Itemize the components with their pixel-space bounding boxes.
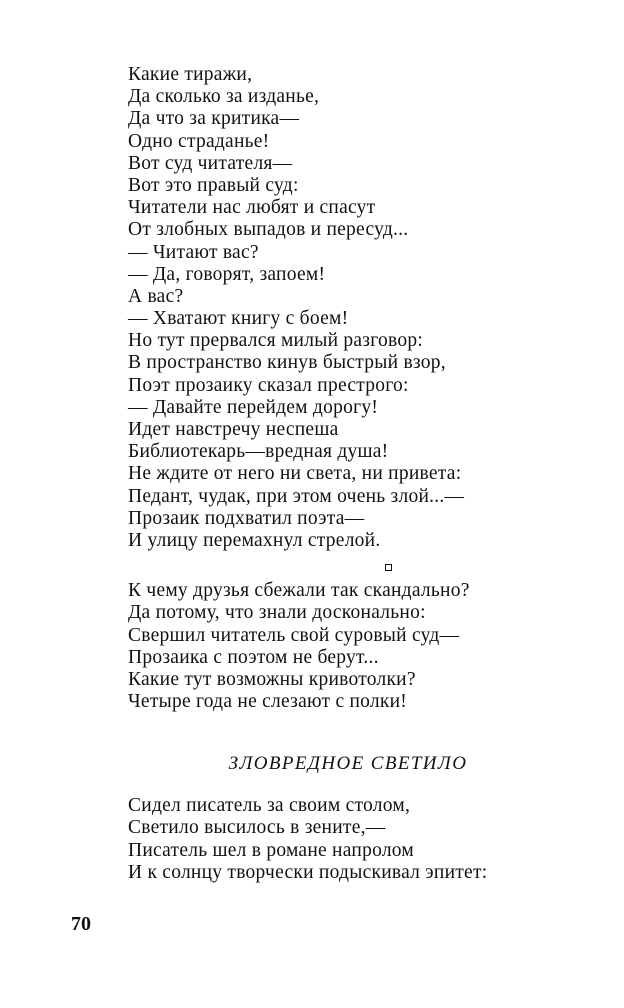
page-number: 70 bbox=[71, 913, 91, 935]
poem-line: — Да, говорят, запоем! bbox=[128, 263, 326, 285]
poem-line: Библиотекарь—вредная душа! bbox=[128, 441, 389, 463]
poem-line: Но тут прервался милый разговор: bbox=[128, 330, 423, 352]
stanza-separator bbox=[128, 552, 598, 580]
poem-line: Да сколько за изданье, bbox=[128, 86, 320, 108]
poem-line: Какие тут возможны кривотолки? bbox=[128, 668, 416, 690]
page-text bbox=[128, 64, 598, 884]
poem-line: Четыре года не слезают с полки! bbox=[128, 691, 408, 713]
poem-line: Поэт прозаику сказал престрого: bbox=[128, 374, 409, 396]
poem-line: И улицу перемахнул стрелой. bbox=[128, 529, 381, 551]
poem-line: Прозаика с поэтом не берут... bbox=[128, 646, 379, 668]
poem-line: Светило высилось в зените,— bbox=[128, 817, 386, 839]
poem-line: Педант, чудак, при этом очень злой...— bbox=[128, 485, 465, 507]
poem-line: Какие тиражи, bbox=[128, 64, 253, 85]
poem-line: Вот это правый суд: bbox=[128, 174, 299, 196]
poem-line: И к солнцу творчески подыскивал эпитет: bbox=[128, 861, 488, 883]
poem-line: Свершил читатель свой суровый суд— bbox=[128, 624, 460, 646]
poem-line: А вас? bbox=[128, 285, 184, 307]
poem-line: Да потому, что знали досконально: bbox=[128, 602, 426, 624]
poem-line: Прозаик подхватил поэта— bbox=[128, 507, 365, 529]
poem-line: Идет навстречу неспеша bbox=[128, 419, 339, 440]
poem-line: Одно страданье! bbox=[128, 130, 270, 152]
poem-line: Писатель шел в романе напролом bbox=[128, 839, 415, 861]
poem-line: — Давайте перейдем дорогу! bbox=[128, 396, 379, 418]
poem-line: — Хватают книгу с боем! bbox=[128, 308, 349, 330]
poem-line: Читатели нас любят и спасут bbox=[128, 197, 376, 219]
poem-title: ЗЛОВРЕДНОЕ СВЕТИЛО bbox=[228, 753, 468, 775]
poem-line: Вот суд читателя— bbox=[128, 152, 293, 174]
poem-line: Да что за критика— bbox=[128, 108, 300, 130]
poem-line: От злобных выпадов и пересуд... bbox=[128, 219, 409, 241]
poem-line: К чему друзья сбежали так скандально? bbox=[128, 580, 470, 602]
square-separator-icon bbox=[385, 564, 392, 571]
poem-line: В пространство кинув быстрый взор, bbox=[128, 352, 446, 374]
poem-line: — Читают вас? bbox=[128, 241, 259, 263]
poem-line: Не ждите от него ни света, ни привета: bbox=[128, 463, 462, 485]
poem-line: Сидел писатель за своим столом, bbox=[128, 795, 411, 817]
